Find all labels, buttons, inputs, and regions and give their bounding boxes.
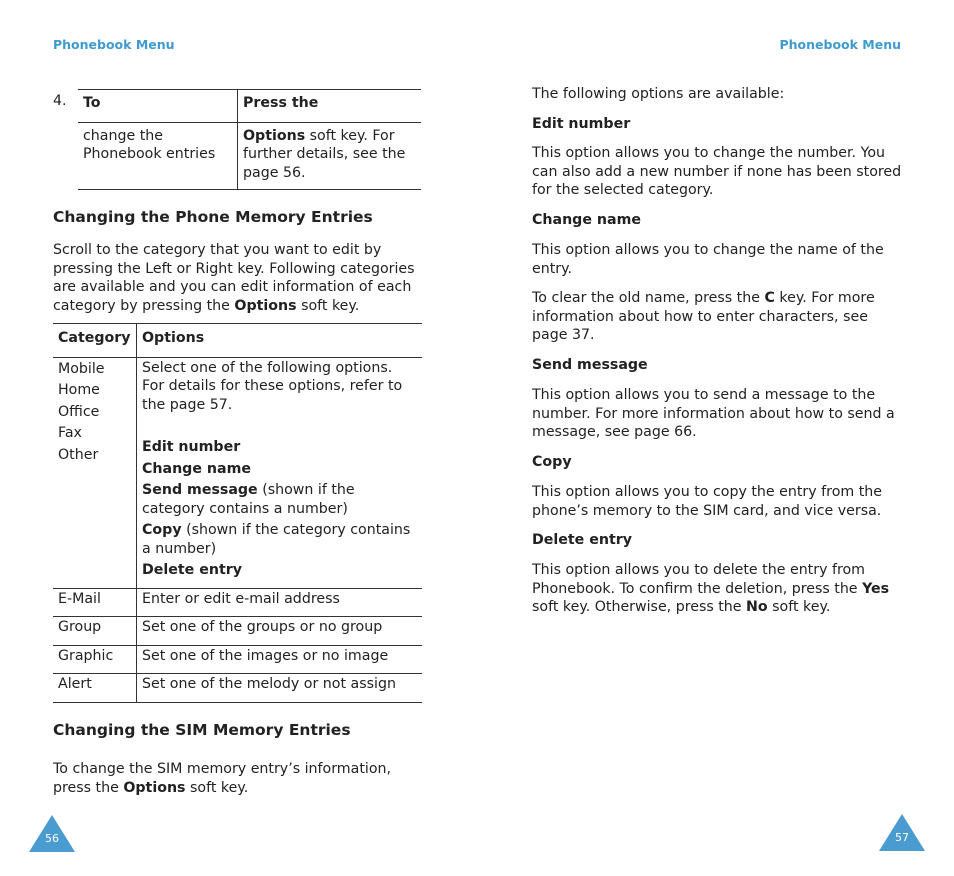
option-edit-number: Edit number (142, 439, 241, 455)
change-name-text: This option allows you to change the name of the entry. (532, 242, 884, 277)
category-cell: Alert (58, 676, 92, 692)
category-cell: E-Mail (58, 590, 101, 607)
category-item: Office (58, 403, 100, 420)
header-left: Phonebook Menu (53, 37, 175, 52)
send-message-text: This option allows you to send a message to the number. For more information about how to send a message, see page 66. (532, 387, 895, 440)
category-options-cell (137, 357, 423, 588)
option-cell: Set one of the images or no image (137, 645, 423, 674)
options-key-label: Options (234, 297, 297, 314)
options-intro: Select one of the following options. For details for these options, refer to the page 57. (142, 359, 403, 413)
step-table-head-to: To (83, 95, 101, 111)
table-row (53, 645, 422, 674)
category-list (53, 357, 137, 588)
page-number-right: 57 (895, 831, 909, 844)
step-table (78, 89, 421, 190)
option-send-message-note: (shown if the category contains a number) (142, 482, 355, 517)
step-table-cell-press (238, 122, 422, 190)
option-cell: Enter or edit e-mail address (137, 588, 423, 617)
yes-key-label: Yes (862, 580, 890, 597)
category-item: Mobile (58, 360, 105, 377)
category-cell: Graphic (58, 647, 114, 664)
table-row (53, 357, 422, 588)
category-cell: Group (58, 619, 102, 635)
section-phone-memory-paragraph (53, 241, 423, 315)
options-intro-right: The following options are available: (532, 86, 785, 102)
option-delete-entry: Delete entry (142, 562, 242, 578)
section-heading-phone-memory: Changing the Phone Memory Entries (53, 208, 373, 226)
table-row (53, 674, 422, 703)
category-table-head-category: Category (58, 330, 131, 346)
subheading-send-message: Send message (532, 357, 648, 373)
options-key-label: Options (123, 779, 186, 796)
option-send-message (142, 481, 417, 518)
header-right: Phonebook Menu (779, 37, 901, 52)
subheading-edit-number: Edit number (532, 116, 631, 132)
paragraph-text-b: soft key. (296, 297, 360, 314)
category-table (53, 323, 422, 703)
delete-text-a: This option allows you to delete the entry from Phonebook. To confirm the deletion, press the (532, 562, 866, 597)
delete-text-c: soft key. (767, 599, 831, 615)
option-copy (142, 521, 417, 558)
paragraph-text-a: To change the SIM memory entry’s information, press the (53, 761, 392, 796)
copy-text: This option allows you to copy the entry from the phone’s memory to the SIM card, and vice versa. (532, 484, 882, 519)
paragraph-text-a: Scroll to the category that you want to edit by pressing the Left or Right key. Following categories are available and you can edit information of each category by pressing the (53, 242, 415, 314)
category-item: Other (58, 446, 99, 463)
option-send-message-label: Send message (142, 482, 258, 498)
table-row (53, 588, 422, 617)
step-table-cell-press-rest: soft key. For further details, see the page 56. (243, 127, 406, 181)
c-key-label: C (764, 290, 775, 306)
delete-entry-text (532, 561, 904, 617)
clear-text-b: key. For more information about how to enter characters, see page 37. (532, 290, 875, 343)
options-key-label: Options (243, 127, 306, 144)
table-row (53, 617, 422, 646)
section-sim-memory-paragraph (53, 760, 423, 797)
option-cell: Set one of the melody or not assign (137, 674, 423, 703)
option-change-name: Change name (142, 460, 251, 477)
option-copy-note: (shown if the category contains a number) (142, 522, 411, 557)
step-table-head-press: Press the (238, 90, 422, 123)
subheading-copy: Copy (532, 454, 572, 470)
no-key-label: No (746, 599, 768, 615)
subheading-change-name: Change name (532, 212, 641, 228)
option-cell: Set one of the groups or no group (137, 617, 423, 646)
paragraph-text-b: soft key. (185, 779, 249, 796)
category-table-head-options: Options (137, 324, 423, 358)
delete-text-b: soft key. Otherwise, press the (532, 599, 747, 615)
clear-name-text (532, 289, 904, 345)
subheading-delete-entry: Delete entry (532, 532, 632, 548)
clear-text-a: To clear the old name, press the (532, 290, 765, 306)
section-heading-sim-memory: Changing the SIM Memory Entries (53, 721, 351, 739)
step-table-cell-to: change the Phonebook entries (83, 127, 216, 162)
step-number: 4. (53, 93, 67, 109)
edit-number-text: This option allows you to change the number. You can also add a new number if none has been stored for the selected category. (532, 145, 902, 198)
option-copy-label: Copy (142, 522, 182, 538)
category-item: Home (58, 382, 100, 399)
page-number-left: 56 (45, 832, 59, 845)
category-item: Fax (58, 425, 82, 442)
